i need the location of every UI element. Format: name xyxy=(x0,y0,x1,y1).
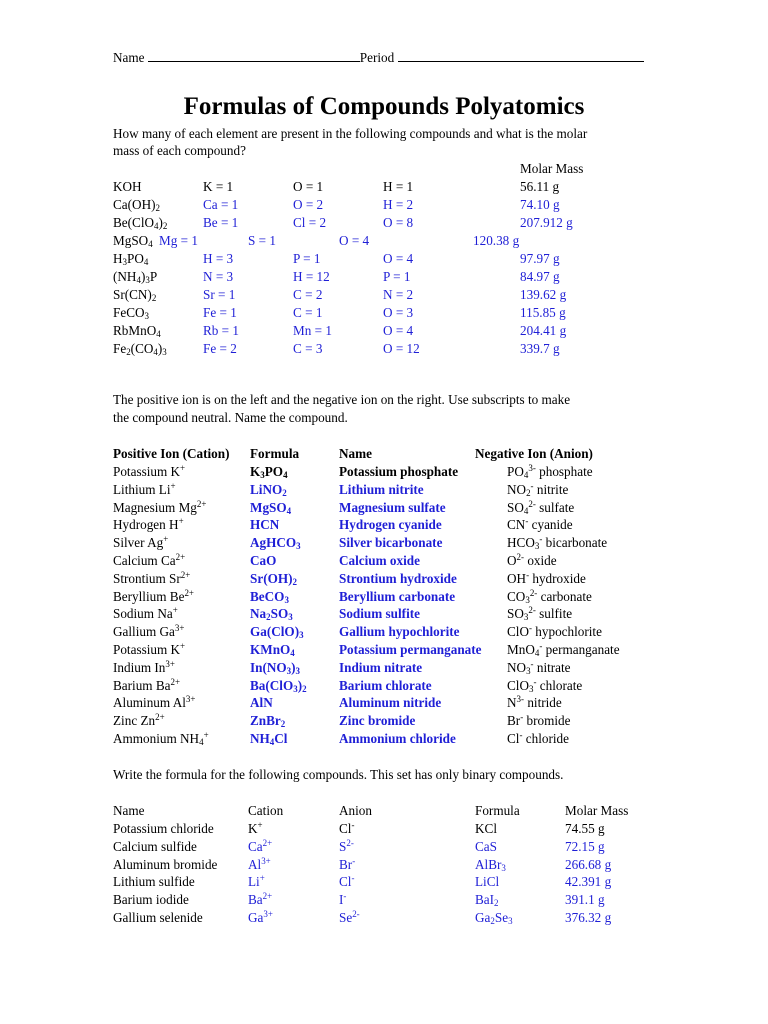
formula-cell: ZnBr$_2$ xyxy=(250,713,286,730)
formula-cell: HCN xyxy=(250,517,280,533)
molar-mass-header: Molar Mass xyxy=(520,161,584,176)
formula-cell: $NH_4Cl$ xyxy=(250,731,288,748)
compound-name-cell: Barium iodide xyxy=(113,892,189,908)
compound-name-cell: Silver bicarbonate xyxy=(339,535,443,551)
molar-mass-cell: 74.55 g xyxy=(565,821,605,836)
compound-formula: $Be(ClO_4)_2$ xyxy=(113,215,168,232)
cation-cell: Barium $Ba^{2+}$ xyxy=(113,676,181,693)
ion-table-row xyxy=(113,589,758,605)
cation-cell: Calcium $Ca^{2+}$ xyxy=(113,552,186,568)
compound-name-cell: Ammonium chloride xyxy=(339,731,456,746)
formula-cell: $Ba(ClO_3)_2$ xyxy=(250,677,307,694)
compound-name-cell: Calcium sulfide xyxy=(113,838,197,854)
compound-name-cell: Calcium oxide xyxy=(339,553,420,568)
cation-cell: Gallium $Ga^{3+}$ xyxy=(113,623,185,640)
ion-table-row xyxy=(113,464,758,480)
compound-name-cell: Gallium hypochlorite xyxy=(339,624,460,640)
ion-table-row xyxy=(113,571,758,587)
element-count-1: Fe = 2 xyxy=(203,341,237,356)
molar-mass-cell: 72.15 g xyxy=(565,838,605,854)
binary-table-row xyxy=(113,910,758,926)
compound-name-cell: Potassium chloride xyxy=(113,821,214,836)
compound-name-cell: Lithium nitrite xyxy=(339,481,424,497)
compound-formula: $Fe_2(CO_4)_3$ xyxy=(113,341,167,358)
cation-cell: Strontium $Sr^{2+}$ xyxy=(113,569,191,586)
anion-cell: $NO_3^-$ nitrate xyxy=(507,658,571,677)
compound-name-cell: Aluminum nitride xyxy=(339,695,442,711)
element-count-3: N = 2 xyxy=(383,287,414,302)
cation-cell: Aluminum $Al^{3+}$ xyxy=(113,694,196,711)
element-count-2: Mn = 1 xyxy=(293,323,332,338)
anion-cell: $Se^{2-}$ xyxy=(339,909,360,925)
ion-table-row xyxy=(113,660,758,676)
header-formula: Formula xyxy=(250,446,300,461)
compound-formula: $Sr(CN)_2$ xyxy=(113,287,157,304)
formula-cell: KCl xyxy=(475,821,497,836)
ion-table-row xyxy=(113,553,758,569)
formula-cell: $Na_2SO_3$ xyxy=(250,606,293,623)
element-count-3: O = 4 xyxy=(383,251,414,266)
cation-cell: Indium $In^{3+}$ xyxy=(113,658,175,675)
anion-cell: $N^{3-}$ nitride xyxy=(507,694,562,711)
section1-instructions-line2: mass of each compound? xyxy=(113,143,246,158)
compound-formula: RbMnO$_4$ xyxy=(113,323,161,340)
cation-cell: Sodium Na+ xyxy=(113,605,178,622)
element-count-3: H = 2 xyxy=(383,197,414,212)
molar-mass-value: 84.97 g xyxy=(520,269,560,284)
formula-cell: MgSO$_4$ xyxy=(250,499,292,516)
molar-mass-value: 339.7 g xyxy=(520,341,560,356)
anion-cell: $S^{2-}$ xyxy=(339,837,354,854)
header-name: Name xyxy=(113,803,145,818)
element-count-3: H = 1 xyxy=(383,179,414,194)
compound-name-cell: Barium chlorate xyxy=(339,677,432,693)
element-count-2: C = 3 xyxy=(293,341,323,356)
section2-instructions-line2: the compound neutral. Name the compound. xyxy=(113,410,348,425)
formula-cell: $Ga_2Se_3$ xyxy=(475,910,513,927)
section1-instructions-line1: How many of each element are present in the following compounds and what is the molar xyxy=(113,126,588,141)
formula-cell: CaS xyxy=(475,838,497,854)
element-count-1: H = 3 xyxy=(203,251,234,266)
element-count-2: C = 1 xyxy=(293,305,323,320)
element-count-2: O = 2 xyxy=(293,197,324,212)
formula-cell: $K_3PO_4$ xyxy=(250,464,288,481)
formula-cell: AlBr$_3$ xyxy=(475,856,506,873)
header-molar-mass: Molar Mass xyxy=(565,803,629,818)
anion-cell: ClO- hypochlorite xyxy=(507,623,602,640)
ion-table-header xyxy=(113,446,753,462)
header-formula: Formula xyxy=(475,803,520,818)
formula-cell: $In(NO_3)_3$ xyxy=(250,659,301,677)
name-blank[interactable] xyxy=(148,49,360,62)
binary-table-header xyxy=(113,803,753,819)
header-cation: Positive Ion (Cation) xyxy=(113,446,230,461)
element-count-row xyxy=(113,269,758,285)
element-count-3: O = 8 xyxy=(383,215,414,230)
anion-cell: CN- cyanide xyxy=(507,516,573,533)
element-count-1: Fe = 1 xyxy=(203,305,237,320)
molar-mass-value: 207.912 g xyxy=(520,215,573,230)
cation-cell: Magnesium $Mg^{2+}$ xyxy=(113,498,207,515)
element-count-2: P = 1 xyxy=(293,251,321,266)
compound-name-cell: Zinc bromide xyxy=(339,713,416,729)
cation-cell: Li+ xyxy=(248,873,265,890)
binary-table-row xyxy=(113,857,758,873)
cation-cell: $Ca^{2+}$ xyxy=(248,837,273,854)
cation-cell: Ammonium $NH_4^+$ xyxy=(113,730,209,748)
ion-table-row xyxy=(113,482,758,498)
molar-mass-value: 120.38 g xyxy=(473,233,520,248)
formula-cell: LiCl xyxy=(475,874,500,890)
element-count-row xyxy=(113,305,758,321)
anion-cell: I- xyxy=(339,891,347,908)
ion-table-row xyxy=(113,678,758,694)
molar-mass-cell: 42.391 g xyxy=(565,874,612,890)
element-count-2: C = 2 xyxy=(293,287,323,302)
element-count-row xyxy=(113,287,758,303)
section2-instructions-line1: The positive ion is on the left and the negative ion on the right. Use subscripts to make xyxy=(113,392,571,407)
element-count-row xyxy=(113,341,758,357)
element-count-3: O = 3 xyxy=(383,305,414,320)
cation-cell: Silver Ag+ xyxy=(113,534,169,551)
page-title: Formulas of Compounds Polyatomics xyxy=(183,93,585,120)
ion-table-row xyxy=(113,517,758,533)
molar-mass-value: 74.10 g xyxy=(520,197,560,212)
name-label: Name xyxy=(113,50,145,65)
cation-cell: Lithium Li+ xyxy=(113,480,176,497)
period-label: Period xyxy=(359,50,395,65)
element-count-2: H = 12 xyxy=(293,269,330,284)
molar-mass-value: 115.85 g xyxy=(520,305,566,320)
element-count-row xyxy=(113,197,758,213)
element-count-3: O = 12 xyxy=(383,341,420,356)
anion-cell: $O^{2-}$ oxide xyxy=(507,552,557,568)
molar-mass-value: 204.41 g xyxy=(520,323,567,338)
formula-cell: $Ga(ClO)_3$ xyxy=(250,624,304,641)
compound-name-cell: Potassium phosphate xyxy=(339,464,459,479)
compound-name-cell: Lithium sulfide xyxy=(113,874,195,890)
ion-table-row xyxy=(113,642,758,658)
period-blank[interactable] xyxy=(398,49,644,62)
molar-mass-value: 139.62 g xyxy=(520,287,567,302)
element-count-1: Ca = 1 xyxy=(203,197,239,212)
anion-cell: Br- xyxy=(339,855,356,872)
anion-cell: Br- bromide xyxy=(507,712,571,729)
anion-cell: Cl- chloride xyxy=(507,730,569,746)
header-name: Name xyxy=(339,446,372,461)
anion-cell: $HCO_3^-$ bicarbonate xyxy=(507,534,608,552)
anion-cell: Cl- xyxy=(339,820,355,836)
cation-cell: Beryllium $Be^{2+}$ xyxy=(113,587,194,604)
header-cation: Cation xyxy=(248,803,284,818)
anion-cell: MnO$_4$- permanganate xyxy=(507,641,620,659)
compound-name-cell: Sodium sulfite xyxy=(339,606,420,622)
compound-name-cell: Potassium permanganate xyxy=(339,642,482,657)
cation-cell: $Ba^{2+}$ xyxy=(248,891,273,908)
element-count-row xyxy=(113,215,758,231)
ion-table-row xyxy=(113,713,758,729)
formula-cell: LiNO$_2$ xyxy=(250,481,287,499)
cation-cell: Hydrogen H+ xyxy=(113,516,184,533)
anion-cell: Cl- xyxy=(339,873,355,890)
element-count-1: Rb = 1 xyxy=(203,323,240,338)
element-count-2: Cl = 2 xyxy=(293,215,327,230)
element-count-row xyxy=(113,233,758,249)
formula-cell: $Sr(OH)_2$ xyxy=(250,570,297,588)
element-count-row xyxy=(113,179,758,195)
compound-name-cell: Aluminum bromide xyxy=(113,856,218,872)
ion-table-row xyxy=(113,606,758,622)
compound-formula: MgSO$_4$ xyxy=(113,233,153,250)
element-count-2: O = 1 xyxy=(293,179,324,194)
ion-table-row xyxy=(113,731,758,747)
element-count-row xyxy=(113,323,758,339)
compound-name-cell: Hydrogen cyanide xyxy=(339,517,442,533)
element-count-3: O = 4 xyxy=(339,233,370,248)
element-count-1: K = 1 xyxy=(203,179,234,194)
ion-table-row xyxy=(113,535,758,551)
cation-cell: Potassium K+ xyxy=(113,641,186,657)
anion-cell: $NO_2^-$ nitrite xyxy=(507,480,569,499)
formula-cell: AlN xyxy=(250,695,273,711)
anion-cell: OH- hydroxide xyxy=(507,569,586,586)
element-count-row xyxy=(113,251,758,267)
compound-name-cell: Strontium hydroxide xyxy=(339,570,457,586)
formula-cell: BaI$_2$ xyxy=(475,892,499,909)
anion-cell: $PO_4^{3-}$ phosphate xyxy=(507,463,593,481)
compound-name-cell: Gallium selenide xyxy=(113,910,203,925)
compound-formula: $(NH_4)_3P$ xyxy=(113,269,158,286)
molar-mass-value: 56.11 g xyxy=(520,179,560,194)
formula-cell: AgHCO$_3$ xyxy=(250,535,301,552)
ion-table-row xyxy=(113,695,758,711)
binary-table-row xyxy=(113,892,758,908)
anion-cell: $CO_3^{2-}$ carbonate xyxy=(507,587,592,605)
ion-table-row xyxy=(113,500,758,516)
element-count-1: Sr = 1 xyxy=(203,287,236,302)
compound-formula: $H_3PO_4$ xyxy=(113,251,149,268)
anion-cell: ClO$_3$- chlorate xyxy=(507,676,583,694)
compound-formula: FeCO$_3$ xyxy=(113,305,149,322)
compound-name-cell: Beryllium carbonate xyxy=(339,588,456,604)
binary-table-row xyxy=(113,821,758,837)
element-count-1: Be = 1 xyxy=(203,215,239,230)
molar-mass-cell: 391.1 g xyxy=(565,892,605,908)
header-anion: Negative Ion (Anion) xyxy=(475,446,593,461)
formula-cell: BeCO$_3$ xyxy=(250,588,289,605)
binary-table-row xyxy=(113,839,758,855)
compound-name-cell: Indium nitrate xyxy=(339,659,423,675)
anion-cell: $SO_4^{2-}$ sulfate xyxy=(507,498,575,516)
binary-table-row xyxy=(113,874,758,890)
cation-cell: K+ xyxy=(248,820,263,836)
element-count-2: S = 1 xyxy=(248,233,276,248)
ion-table-row xyxy=(113,624,758,640)
cation-cell: Zinc $Zn^{2+}$ xyxy=(113,712,165,729)
cation-cell: $Ga^{3+}$ xyxy=(248,909,273,925)
cation-cell: $Al^{3+}$ xyxy=(248,855,271,872)
compound-name-cell: Magnesium sulfate xyxy=(339,499,446,515)
section3-instructions: Write the formula for the following compounds. This set has only binary compounds. xyxy=(113,767,564,782)
molar-mass-cell: 266.68 g xyxy=(565,856,612,872)
name-period-header xyxy=(113,49,644,66)
formula-cell: KMnO$_4$ xyxy=(250,642,295,659)
compound-formula: $Ca(OH)_2$ xyxy=(113,197,160,214)
anion-cell: $SO_3^{2-}$ sulfite xyxy=(507,605,573,623)
formula-cell: CaO xyxy=(250,553,277,568)
cation-cell: Potassium K+ xyxy=(113,463,186,479)
molar-mass-value: 97.97 g xyxy=(520,251,560,266)
header-anion: Anion xyxy=(339,803,372,818)
element-count-1: N = 3 xyxy=(203,269,234,284)
element-count-3: O = 4 xyxy=(383,323,414,338)
compound-formula: KOH xyxy=(113,179,142,194)
molar-mass-cell: 376.32 g xyxy=(565,910,612,925)
element-count-1: Mg = 1 xyxy=(159,233,198,248)
element-count-3: P = 1 xyxy=(383,269,411,284)
